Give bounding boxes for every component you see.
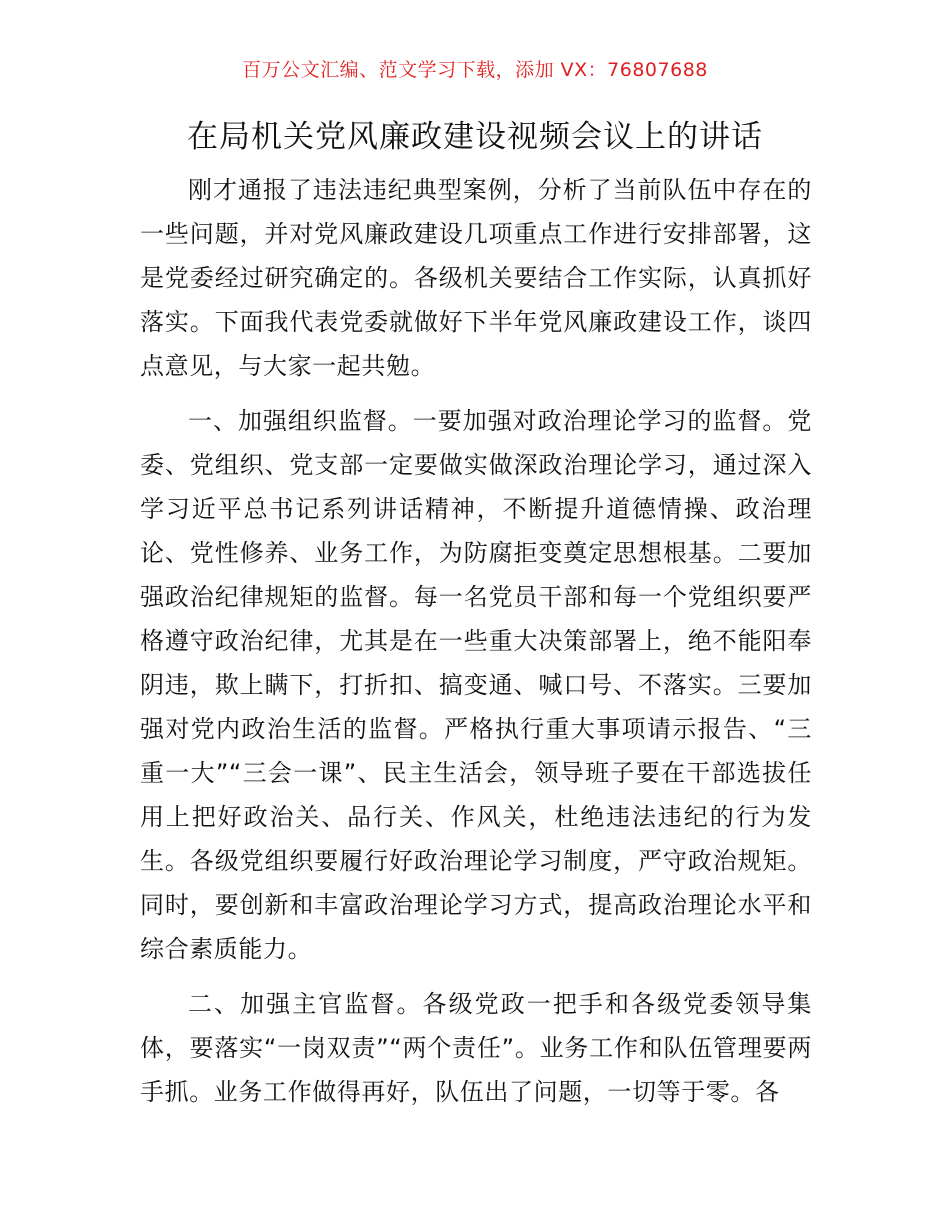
header-promo-note: 百万公文汇编、范文学习下载，添加 VX：76807688 xyxy=(242,59,708,81)
paragraph-organization-supervision: 一、加强组织监督。一要加强对政治理论学习的监督。党委、党组织、党支部一定要做实做深政治理论学习，通过深入学习近平总书记系列讲话精神，不断提升道德情操、政治理论、党性修养、业务工作，为防腐拒变奠定思想根基。二要加强政治纪律规矩的监督。每一名党员干部和每一个党组织要严格遵守政治纪律，尤其是在一些重大决策部署上，绝不能阳奉阴违，欺上瞒下，打折扣、搞变通、喊口号、不落实。三要加强对党内政治生活的监督。严格执行重大事项请示报告、“三重一大”“三会一课”、民主生活会，领导班子要在干部选拔任用上把好政治关、品行关、作风关，杜绝违法违纪的行为发生。各级党组织要履行好政治理论学习制度，严守政治规矩。同时，要创新和丰富政治理论学习方式，提高政治理论水平和综合素质能力。 xyxy=(140,407,812,963)
paragraph-leader-supervision: 二、加强主官监督。各级党政一把手和各级党委领导集体，要落实“一岗双责”“两个责任”。业务工作和队伍管理要两手抓。业务工作做得再好，队伍出了问题，一切等于零。各 xyxy=(140,990,812,1106)
document-title: 在局机关党风廉政建设视频会议上的讲话 xyxy=(187,119,763,155)
document-body xyxy=(140,168,812,1125)
paragraph-intro: 刚才通报了违法违纪典型案例，分析了当前队伍中存在的一些问题，并对党风廉政建设几项重点工作进行安排部署，这是党委经过研究确定的。各级机关要结合工作实际，认真抓好落实。下面我代表党委就做好下半年党风廉政建设工作，谈四点意见，与大家一起共勉。 xyxy=(140,176,812,380)
